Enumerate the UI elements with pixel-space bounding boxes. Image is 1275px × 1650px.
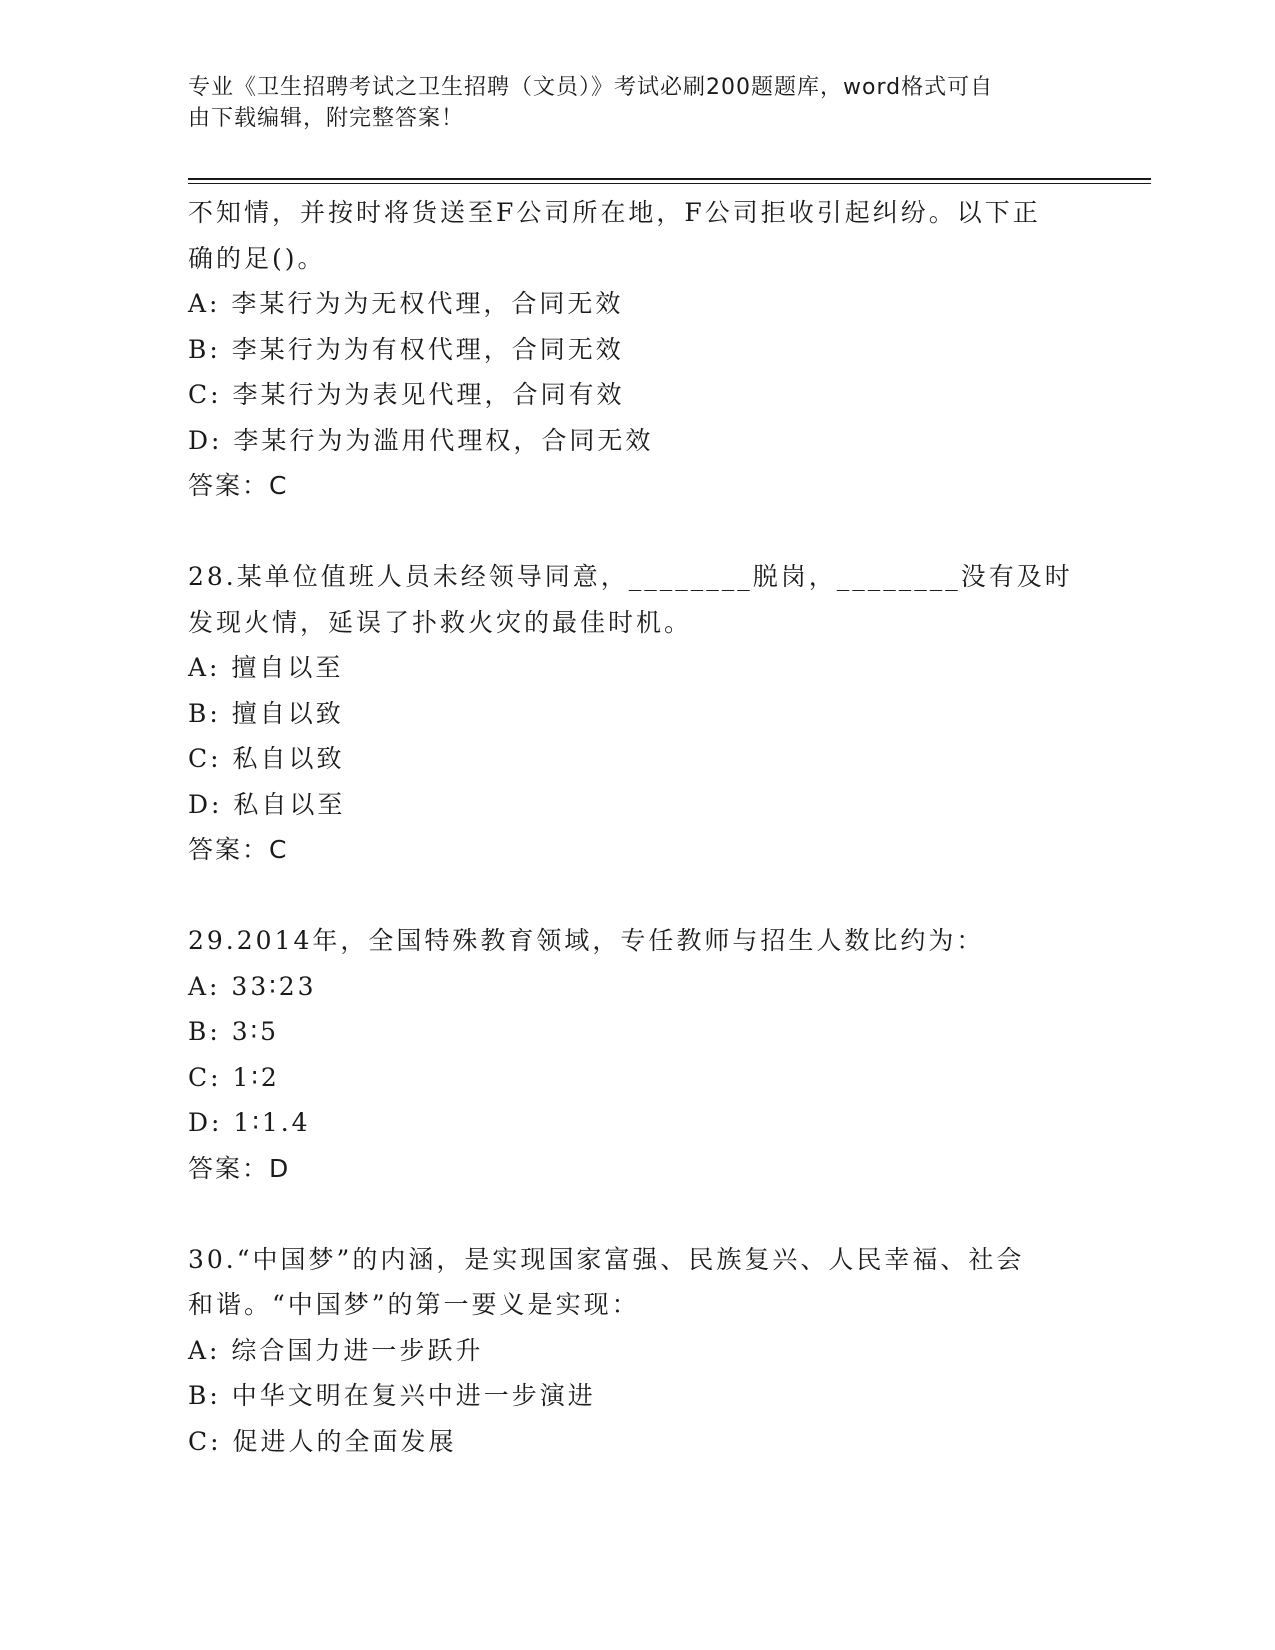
header-line-2: 由下载编辑，附完整答案！ [188,106,465,131]
document-header [188,72,1088,134]
question-stem-line: 29.2014年，全国特殊教育领域，专任教师与招生人数比约为： [188,926,985,955]
question-stem-line: 28.某单位值班人员未经领导同意，________脱岗，________没有及时 [188,562,1073,591]
header-rule-thin [188,183,1151,184]
question-list [188,190,1088,1464]
spacer [188,1191,1088,1237]
question-stem-line: 和谐。“中国梦”的第一要义是实现： [188,1290,640,1319]
question-stem-line: 不知情，并按时将货送至F公司所在地，F公司拒收引起纠纷。以下正 [188,198,1041,227]
question-stem-line: 发现火情，延误了扑救火灾的最佳时机。 [188,607,693,637]
question-stem-line: 30.“中国梦”的内涵，是实现国家富强、民族复兴、人民幸福、社会 [188,1244,1025,1274]
option-b: B: 中华文明在复兴中进一步演进 [188,1381,596,1410]
option-a: A: 李某行为为无权代理，合同无效 [188,289,624,318]
question-block [188,190,1088,509]
header-line-1: 专业《卫生招聘考试之卫生招聘（文员）》考试必刷200题题库，word格式可自 [188,75,994,100]
answer-line: 答案：D [188,1153,291,1183]
option-d: D: 李某行为为滥用代理权，合同无效 [188,425,654,455]
option-c: C: 1∶2 [188,1062,280,1092]
option-a: A: 综合国力进一步跃升 [188,1335,484,1365]
option-b: B: 3∶5 [188,1017,280,1046]
question-stem-line: 确的足()。 [188,243,326,273]
option-b: B: 李某行为为有权代理，合同无效 [188,334,624,364]
spacer [188,873,1088,919]
answer-line: 答案：C [188,835,289,864]
option-d: D: 1∶1.4 [188,1108,311,1137]
spacer [188,509,1088,555]
question-block [188,554,1088,873]
option-c: C: 李某行为为表见代理，合同有效 [188,380,625,409]
header-rule-thick [188,178,1151,180]
question-block [188,918,1088,1191]
option-b: B: 擅自以致 [188,698,344,728]
question-block [188,1237,1088,1465]
answer-line: 答案：C [188,471,289,500]
option-d: D: 私自以至 [188,789,346,819]
option-c: C: 私自以致 [188,744,345,773]
option-a: A: 擅自以至 [188,653,344,682]
option-c: C: 促进人的全面发展 [188,1426,457,1456]
option-a: A: 33∶23 [188,971,317,1001]
